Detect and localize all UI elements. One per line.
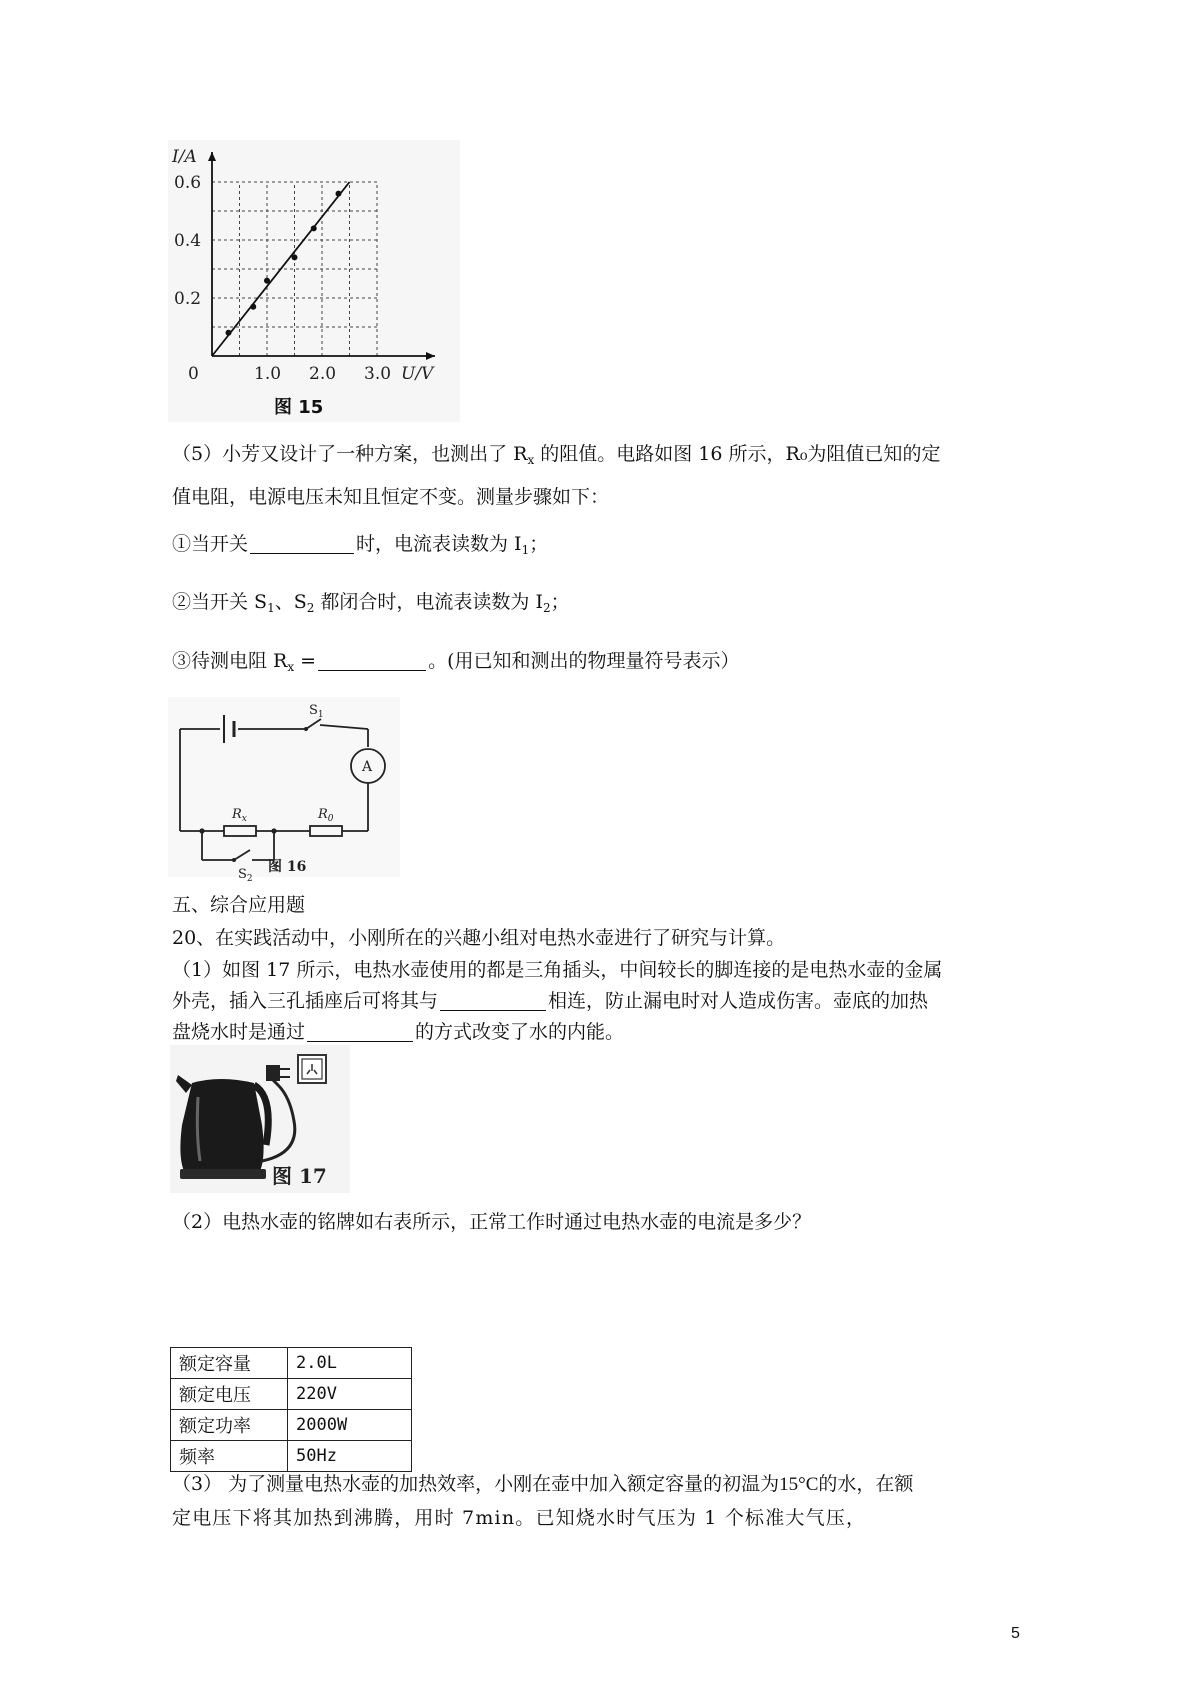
figure-17-kettle-illustration <box>170 1045 350 1193</box>
label-rx: $R_x$ <box>232 807 247 824</box>
figure-16-caption: 图 16 <box>268 859 307 875</box>
nameplate-key: 额定功率 <box>171 1410 288 1441</box>
data-point <box>264 278 270 284</box>
table-row <box>171 1441 412 1472</box>
page-number: 5 <box>1011 1625 1020 1642</box>
q5-step-3: ③待测电阻 $R_x$ = 。(用已知和测出的物理量符号表示） <box>172 650 740 674</box>
answer-blank-ground[interactable] <box>440 990 546 1011</box>
q5-step-1: ①当开关 时，电流表读数为 $I_1$； <box>172 533 549 557</box>
wire-top-right <box>320 725 368 729</box>
junction-right <box>271 828 276 833</box>
y-tick-label: 0.2 <box>174 289 202 309</box>
q20-part1-line-2: 外壳，插入三孔插座后可将其与 相连，防止漏电时对人造成伤害。壶底的加热 <box>172 990 929 1012</box>
switch-s1-blade <box>306 719 321 729</box>
nameplate-table <box>170 1347 412 1472</box>
q20-part1-line-1: （1）如图 17 所示，电热水壶使用的都是三角插头，中间较长的脚连接的是电热水壶的金属 <box>172 959 943 981</box>
resistor-r0 <box>310 826 342 836</box>
figure-15-caption: 图 15 <box>274 397 324 418</box>
table-row <box>171 1410 412 1441</box>
q20-part3-line-1: （3） 为了测量电热水壶的加热效率，小刚在壶中加入额定容量的初温为15°C的水，在额 <box>172 1473 914 1495</box>
y-axis-arrow <box>208 152 216 161</box>
q20-part3-line-2: 定电压下将其加热到沸腾，用时 7min。已知烧水时气压为 1 个标准大气压， <box>172 1507 867 1529</box>
x-tick-label: 3.0 <box>364 364 392 384</box>
data-point <box>292 254 298 260</box>
label-ammeter: A <box>362 759 373 775</box>
data-point <box>250 304 256 310</box>
label-s1: $S_1$ <box>309 703 324 720</box>
y-tick-label: 0.6 <box>174 173 202 193</box>
q5-line-2: 值电阻，电源电压未知且恒定不变。测量步骤如下： <box>172 486 610 508</box>
label-s2: $S_2$ <box>238 867 253 884</box>
y-tick-label: 0.4 <box>174 231 202 251</box>
nameplate-value: 220V <box>288 1379 412 1410</box>
resistor-rx <box>224 826 256 836</box>
table-row <box>171 1348 412 1379</box>
x-tick-label: 2.0 <box>309 364 337 384</box>
q5-line-1: （5）小芳又设计了一种方案，也测出了 $R_x$ 的阻值。电路如图 16 所示，R₀为阻值已知的定 <box>172 443 941 467</box>
x-axis-arrow <box>426 352 435 360</box>
answer-blank-heat-method[interactable] <box>307 1021 413 1042</box>
x-axis-label: U/V <box>401 364 434 384</box>
label-r0: $R_0$ <box>318 807 334 824</box>
section-5-heading: 五、综合应用题 <box>172 894 306 916</box>
kettle-spout <box>176 1075 192 1093</box>
nameplate-key: 额定电压 <box>171 1379 288 1410</box>
question-20-intro: 20、在实践活动中，小刚所在的兴趣小组对电热水壶进行了研究与计算。 <box>172 927 786 949</box>
q20-part2: （2）电热水壶的铭牌如右表所示，正常工作时通过电热水壶的电流是多少？ <box>172 1211 812 1233</box>
switch-s2-pivot <box>232 858 236 862</box>
plug-body <box>266 1065 280 1081</box>
origin-label: 0 <box>188 364 199 384</box>
data-point <box>226 330 232 336</box>
figure-17-caption: 图 17 <box>272 1164 327 1188</box>
kettle-body <box>180 1079 263 1171</box>
kettle-base <box>180 1169 266 1179</box>
q5-step-2: ②当开关 $S_1$、$S_2$ 都闭合时，电流表读数为 $I_2$； <box>172 591 570 615</box>
q20-part1-line-3: 盘烧水时是通过 的方式改变了水的内能。 <box>172 1021 625 1043</box>
x-tick-label: 1.0 <box>254 364 282 384</box>
nameplate-value: 50Hz <box>288 1441 412 1472</box>
answer-blank-switch-state[interactable] <box>250 533 354 554</box>
data-point <box>336 191 342 197</box>
switch-s1-pivot <box>304 727 308 731</box>
nameplate-key: 额定容量 <box>171 1348 288 1379</box>
nameplate-value: 2.0L <box>288 1348 412 1379</box>
nameplate-key: 频率 <box>171 1441 288 1472</box>
junction-left <box>199 828 204 833</box>
answer-blank-rx-expression[interactable] <box>318 650 426 671</box>
figure-15-chart <box>168 140 460 422</box>
figure-16-circuit-diagram <box>168 697 400 884</box>
nameplate-value: 2000W <box>288 1410 412 1441</box>
data-point <box>311 225 317 231</box>
switch-s2-blade <box>234 850 250 860</box>
y-axis-label: I/A <box>172 147 197 167</box>
table-row <box>171 1379 412 1410</box>
